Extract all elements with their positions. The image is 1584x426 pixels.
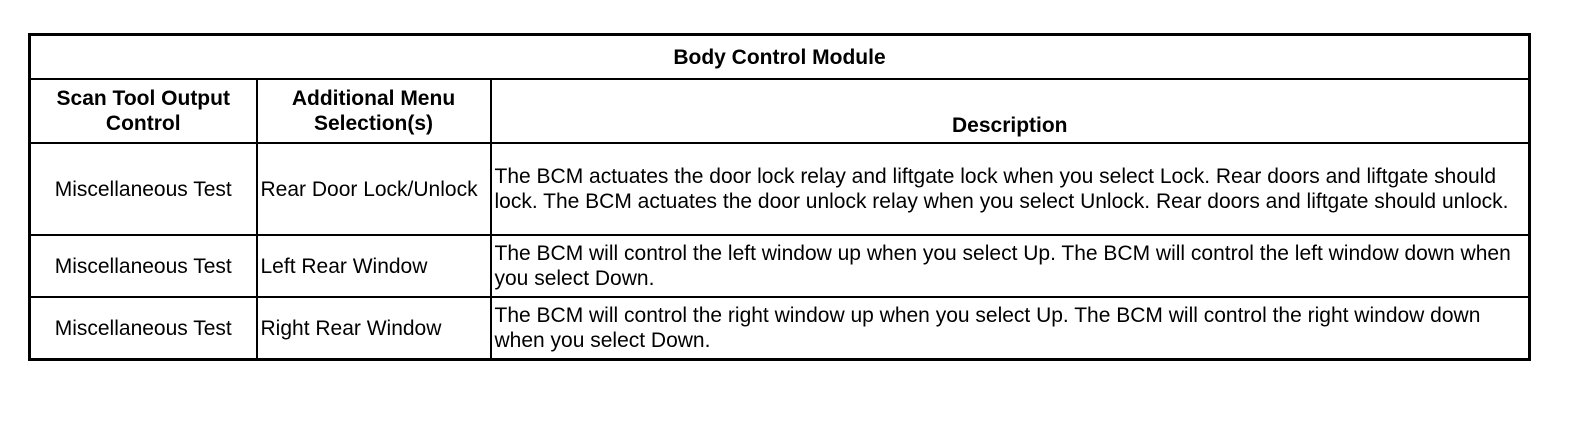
table-title: Body Control Module — [30, 35, 1530, 80]
row-output-control: Miscellaneous Test — [30, 143, 257, 235]
row-description: The BCM will control the left window up when you select Up. The BCM will control the left window down when you select Down. — [491, 235, 1530, 297]
row-output-control: Miscellaneous Test — [30, 235, 257, 297]
body-control-module-table — [28, 33, 1531, 361]
header-additional-menu-selections: Additional Menu Selection(s) — [257, 79, 491, 143]
row-description: The BCM actuates the door lock relay and liftgate lock when you select Lock. Rear doors and liftgate should lock. The BCM actuates the door unlock relay when you select Unlock. Rear doors and liftgate should unlock. — [491, 143, 1530, 235]
row-description: The BCM will control the right window up when you select Up. The BCM will control the right window down when you select Down. — [491, 297, 1530, 360]
header-scan-tool-output-control: Scan Tool Output Control — [30, 79, 257, 143]
header-description: Description — [491, 79, 1530, 143]
table-header-row — [30, 79, 1530, 143]
row-menu-selection: Right Rear Window — [257, 297, 491, 360]
table-row — [30, 143, 1530, 235]
row-output-control: Miscellaneous Test — [30, 297, 257, 360]
row-menu-selection: Left Rear Window — [257, 235, 491, 297]
table-title-row — [30, 35, 1530, 80]
table-row — [30, 235, 1530, 297]
table-row — [30, 297, 1530, 360]
row-menu-selection: Rear Door Lock/Unlock — [257, 143, 491, 235]
